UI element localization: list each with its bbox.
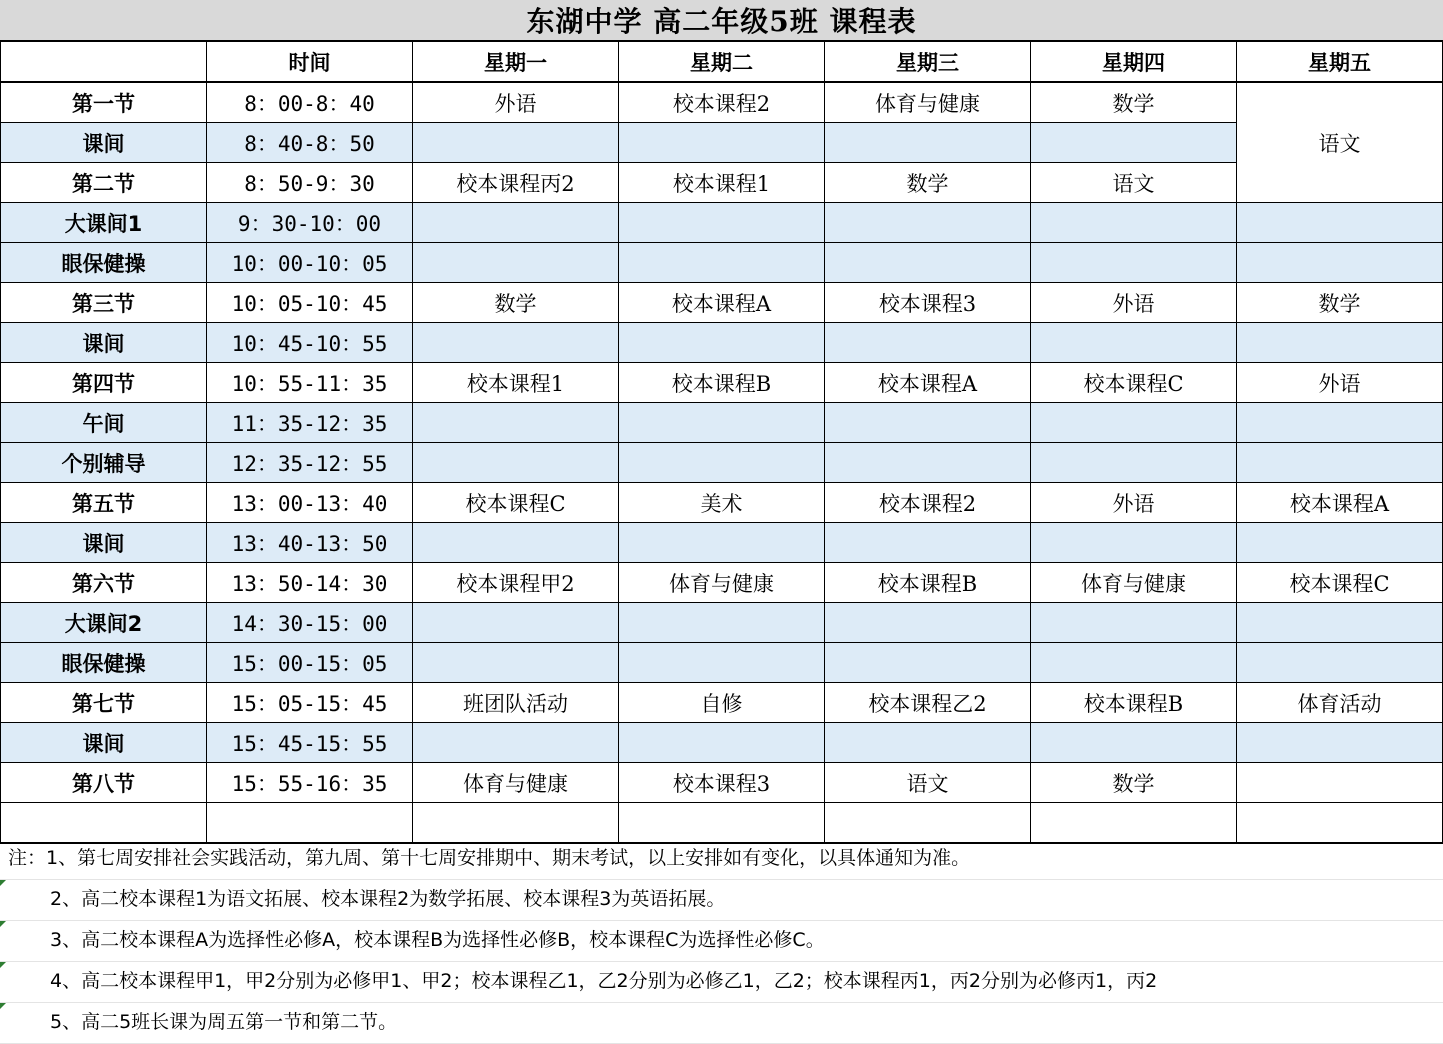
- class-cell-friday[interactable]: [1237, 323, 1443, 363]
- class-cell-thursday[interactable]: 数学: [1031, 82, 1237, 123]
- class-cell-monday[interactable]: 校本课程C: [413, 483, 619, 523]
- period-time-cell[interactable]: 10：55-11：35: [207, 363, 413, 403]
- class-cell-thursday[interactable]: [1031, 203, 1237, 243]
- period-label-cell[interactable]: 课间: [1, 323, 207, 363]
- period-time-cell[interactable]: 8：40-8：50: [207, 123, 413, 163]
- class-cell-wednesday[interactable]: 校本课程2: [825, 483, 1031, 523]
- class-cell-monday[interactable]: 校本课程1: [413, 363, 619, 403]
- note-text: 注：1、第七周安排社会实践活动，第九周、第十七周安排期中、期末考试，以上安排如有变化，以具体通知为准。: [8, 847, 971, 869]
- class-cell-tuesday[interactable]: 美术: [619, 483, 825, 523]
- class-cell-thursday[interactable]: [1031, 643, 1237, 683]
- cell-comment-marker-icon: [0, 962, 6, 968]
- class-cell-thursday[interactable]: [1031, 443, 1237, 483]
- class-cell-monday[interactable]: [413, 323, 619, 363]
- class-cell-monday[interactable]: 数学: [413, 283, 619, 323]
- period-time-cell[interactable]: 13：40-13：50: [207, 523, 413, 563]
- period-label-cell[interactable]: 第一节: [1, 82, 207, 123]
- class-cell-thursday[interactable]: [1031, 243, 1237, 283]
- class-cell-thursday[interactable]: 数学: [1031, 763, 1237, 803]
- schedule-row: [1, 603, 1443, 643]
- class-cell-monday[interactable]: [413, 243, 619, 283]
- schedule-row: [1, 82, 1443, 123]
- period-time-cell[interactable]: 15：00-15：05: [207, 643, 413, 683]
- class-cell-friday[interactable]: [1237, 243, 1443, 283]
- period-time-cell[interactable]: 10：05-10：45: [207, 283, 413, 323]
- schedule-row: [1, 443, 1443, 483]
- class-cell-tuesday[interactable]: 校本课程B: [619, 363, 825, 403]
- class-cell-wednesday[interactable]: [825, 603, 1031, 643]
- period-time-cell[interactable]: 15：45-15：55: [207, 723, 413, 763]
- header-corner-cell[interactable]: [1, 41, 207, 82]
- cell-comment-marker-icon: [0, 921, 6, 927]
- period-label-cell[interactable]: 课间: [1, 123, 207, 163]
- class-cell-friday[interactable]: [1237, 523, 1443, 563]
- class-cell-tuesday[interactable]: 校本课程1: [619, 163, 825, 203]
- class-cell-wednesday[interactable]: [825, 443, 1031, 483]
- class-cell-tuesday[interactable]: [619, 443, 825, 483]
- class-cell-monday[interactable]: [413, 803, 619, 844]
- class-cell-thursday[interactable]: [1031, 723, 1237, 763]
- class-cell-wednesday[interactable]: 校本课程乙2: [825, 683, 1031, 723]
- class-cell-monday[interactable]: 校本课程丙2: [413, 163, 619, 203]
- class-cell-tuesday[interactable]: [619, 203, 825, 243]
- class-cell-tuesday[interactable]: [619, 323, 825, 363]
- schedule-row: [1, 483, 1443, 523]
- period-time-cell[interactable]: 9：30-10：00: [207, 203, 413, 243]
- period-time-cell[interactable]: 11：35-12：35: [207, 403, 413, 443]
- schedule-table: [0, 40, 1443, 844]
- class-cell-monday[interactable]: [413, 123, 619, 163]
- period-time-cell[interactable]: 8：50-9：30: [207, 163, 413, 203]
- class-cell-wednesday[interactable]: 校本课程3: [825, 283, 1031, 323]
- class-cell-thursday[interactable]: [1031, 123, 1237, 163]
- class-cell-tuesday[interactable]: [619, 803, 825, 844]
- header-day-wednesday[interactable]: 星期三: [825, 41, 1031, 82]
- schedule-row: [1, 123, 1443, 163]
- period-time-cell[interactable]: 10：00-10：05: [207, 243, 413, 283]
- class-cell-friday[interactable]: [1237, 723, 1443, 763]
- class-cell-friday[interactable]: [1237, 603, 1443, 643]
- class-cell-friday[interactable]: 外语: [1237, 363, 1443, 403]
- schedule-row: [1, 763, 1443, 803]
- class-cell-friday[interactable]: 数学: [1237, 283, 1443, 323]
- class-cell-wednesday[interactable]: 数学: [825, 163, 1031, 203]
- header-day-monday[interactable]: 星期一: [413, 41, 619, 82]
- class-cell-monday[interactable]: [413, 203, 619, 243]
- period-time-cell[interactable]: 13：00-13：40: [207, 483, 413, 523]
- class-cell-monday[interactable]: [413, 723, 619, 763]
- class-cell-tuesday[interactable]: [619, 123, 825, 163]
- period-label-cell[interactable]: 第三节: [1, 283, 207, 323]
- period-label-cell[interactable]: 第七节: [1, 683, 207, 723]
- class-cell-thursday[interactable]: [1031, 403, 1237, 443]
- cell-comment-marker-icon: [0, 1003, 6, 1009]
- class-cell-wednesday[interactable]: 校本课程A: [825, 363, 1031, 403]
- note-line[interactable]: [0, 880, 1443, 921]
- class-cell-monday[interactable]: [413, 443, 619, 483]
- class-cell-tuesday[interactable]: [619, 643, 825, 683]
- class-cell-tuesday[interactable]: 校本课程A: [619, 283, 825, 323]
- period-time-cell[interactable]: 13：50-14：30: [207, 563, 413, 603]
- class-cell-friday[interactable]: 体育活动: [1237, 683, 1443, 723]
- class-cell-wednesday[interactable]: [825, 803, 1031, 844]
- period-label-cell[interactable]: 第二节: [1, 163, 207, 203]
- sheet-title[interactable]: 东湖中学 高二年级5班 课程表: [0, 0, 1443, 40]
- schedule-row: [1, 523, 1443, 563]
- class-cell-friday[interactable]: [1237, 763, 1443, 803]
- schedule-row: [1, 403, 1443, 443]
- class-cell-monday[interactable]: 班团队活动: [413, 683, 619, 723]
- schedule-row: [1, 203, 1443, 243]
- class-cell-tuesday[interactable]: [619, 723, 825, 763]
- class-cell-wednesday[interactable]: [825, 523, 1031, 563]
- class-cell-thursday[interactable]: 校本课程C: [1031, 363, 1237, 403]
- class-cell-thursday[interactable]: 外语: [1031, 283, 1237, 323]
- header-time-cell[interactable]: 时间: [207, 41, 413, 82]
- header-day-friday[interactable]: 星期五: [1237, 41, 1443, 82]
- class-cell-thursday[interactable]: [1031, 803, 1237, 844]
- note-text: 5、高二5班长课为周五第一节和第二节。: [50, 1011, 398, 1033]
- class-cell-wednesday[interactable]: [825, 643, 1031, 683]
- schedule-row: [1, 323, 1443, 363]
- class-cell-tuesday[interactable]: 体育与健康: [619, 563, 825, 603]
- class-cell-monday[interactable]: 校本课程甲2: [413, 563, 619, 603]
- period-time-cell[interactable]: 10：45-10：55: [207, 323, 413, 363]
- class-cell-wednesday[interactable]: [825, 203, 1031, 243]
- notes-section: [0, 839, 1443, 1044]
- note-line[interactable]: [0, 962, 1443, 1003]
- class-cell-thursday[interactable]: 校本课程B: [1031, 683, 1237, 723]
- class-cell-friday[interactable]: [1237, 643, 1443, 683]
- period-label-cell[interactable]: 午间: [1, 403, 207, 443]
- note-line[interactable]: [0, 921, 1443, 962]
- class-cell-monday[interactable]: [413, 403, 619, 443]
- class-cell-friday[interactable]: [1237, 203, 1443, 243]
- period-label-cell[interactable]: 个别辅导: [1, 443, 207, 483]
- class-cell-monday[interactable]: [413, 603, 619, 643]
- schedule-row: [1, 563, 1443, 603]
- class-cell-tuesday[interactable]: [619, 603, 825, 643]
- period-label-cell[interactable]: 眼保健操: [1, 643, 207, 683]
- class-cell-wednesday[interactable]: [825, 403, 1031, 443]
- note-line[interactable]: [0, 1003, 1443, 1044]
- class-cell-wednesday[interactable]: [825, 723, 1031, 763]
- class-cell-tuesday[interactable]: 校本课程3: [619, 763, 825, 803]
- header-row: [1, 41, 1443, 82]
- schedule-row: [1, 283, 1443, 323]
- class-cell-thursday[interactable]: 体育与健康: [1031, 563, 1237, 603]
- class-cell-friday[interactable]: 校本课程C: [1237, 563, 1443, 603]
- schedule-row: [1, 243, 1443, 283]
- class-cell-wednesday[interactable]: [825, 323, 1031, 363]
- class-cell-tuesday[interactable]: [619, 523, 825, 563]
- class-cell-tuesday[interactable]: [619, 403, 825, 443]
- period-time-cell[interactable]: 14：30-15：00: [207, 603, 413, 643]
- schedule-row: [1, 163, 1443, 203]
- schedule-row: [1, 683, 1443, 723]
- class-cell-tuesday[interactable]: 校本课程2: [619, 82, 825, 123]
- period-label-cell[interactable]: 大课间2: [1, 603, 207, 643]
- class-cell-friday[interactable]: 语文: [1237, 82, 1443, 203]
- period-time-cell[interactable]: 8：00-8：40: [207, 82, 413, 123]
- class-cell-monday[interactable]: 外语: [413, 82, 619, 123]
- period-label-cell[interactable]: 第八节: [1, 763, 207, 803]
- class-cell-tuesday[interactable]: [619, 243, 825, 283]
- note-text: 3、高二校本课程A为选择性必修A，校本课程B为选择性必修B，校本课程C为选择性必修C。: [50, 929, 825, 951]
- period-label-cell[interactable]: 第六节: [1, 563, 207, 603]
- period-label-cell[interactable]: 课间: [1, 723, 207, 763]
- period-label-cell[interactable]: [1, 803, 207, 844]
- note-text: 4、高二校本课程甲1，甲2分别为必修甲1、甲2；校本课程乙1，乙2分别为必修乙1，乙2；校本课程丙1，丙2分别为必修丙1，丙2: [50, 970, 1158, 992]
- class-cell-wednesday[interactable]: [825, 243, 1031, 283]
- period-label-cell[interactable]: 眼保健操: [1, 243, 207, 283]
- class-cell-wednesday[interactable]: 语文: [825, 763, 1031, 803]
- class-cell-thursday[interactable]: [1031, 323, 1237, 363]
- schedule-row: [1, 803, 1443, 844]
- class-cell-monday[interactable]: [413, 643, 619, 683]
- class-cell-thursday[interactable]: [1031, 603, 1237, 643]
- period-time-cell[interactable]: 15：55-16：35: [207, 763, 413, 803]
- period-time-cell[interactable]: 15：05-15：45: [207, 683, 413, 723]
- class-cell-friday[interactable]: 校本课程A: [1237, 483, 1443, 523]
- class-cell-monday[interactable]: [413, 523, 619, 563]
- class-cell-friday[interactable]: [1237, 403, 1443, 443]
- class-cell-monday[interactable]: 体育与健康: [413, 763, 619, 803]
- class-cell-thursday[interactable]: 外语: [1031, 483, 1237, 523]
- class-cell-thursday[interactable]: 语文: [1031, 163, 1237, 203]
- class-cell-wednesday[interactable]: 校本课程B: [825, 563, 1031, 603]
- period-label-cell[interactable]: 第五节: [1, 483, 207, 523]
- class-cell-tuesday[interactable]: 自修: [619, 683, 825, 723]
- header-day-thursday[interactable]: 星期四: [1031, 41, 1237, 82]
- note-text: 2、高二校本课程1为语文拓展、校本课程2为数学拓展、校本课程3为英语拓展。: [50, 888, 726, 910]
- period-label-cell[interactable]: 大课间1: [1, 203, 207, 243]
- note-line[interactable]: [0, 839, 1443, 880]
- period-label-cell[interactable]: 第四节: [1, 363, 207, 403]
- period-time-cell[interactable]: [207, 803, 413, 844]
- period-label-cell[interactable]: 课间: [1, 523, 207, 563]
- cell-comment-marker-icon: [0, 880, 6, 886]
- header-day-tuesday[interactable]: 星期二: [619, 41, 825, 82]
- class-cell-wednesday[interactable]: 体育与健康: [825, 82, 1031, 123]
- schedule-row: [1, 363, 1443, 403]
- schedule-row: [1, 643, 1443, 683]
- period-time-cell[interactable]: 12：35-12：55: [207, 443, 413, 483]
- schedule-row: [1, 723, 1443, 763]
- class-cell-wednesday[interactable]: [825, 123, 1031, 163]
- class-cell-friday[interactable]: [1237, 803, 1443, 844]
- class-cell-friday[interactable]: [1237, 443, 1443, 483]
- class-cell-thursday[interactable]: [1031, 523, 1237, 563]
